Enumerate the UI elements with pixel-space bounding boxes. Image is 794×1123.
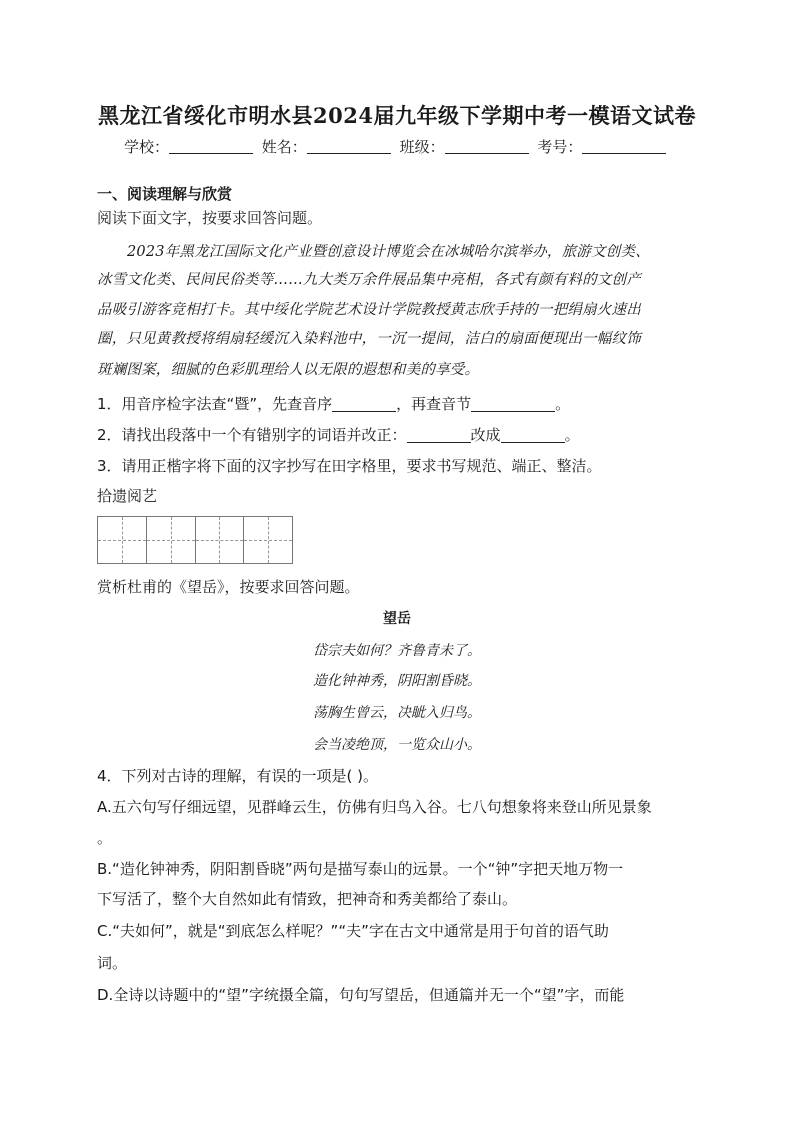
poem-line: 荡胸生曾云，决眦入归鸟。 <box>313 705 481 721</box>
poem-title: 望岳 <box>383 611 411 627</box>
grid-cell[interactable] <box>196 517 245 563</box>
option-a-line[interactable]: A.五六句写仔细远望，见群峰云生，仿佛有归鸟入谷。七八句想象将来登山所见景象 <box>97 798 652 816</box>
q1-text-a: 1．用音序检字法查“暨”，先查音序 <box>97 395 333 413</box>
question-4-stem: 4．下列对古诗的理解，有误的一项是( )。 <box>97 767 379 785</box>
q1-text-c: 。 <box>555 395 571 413</box>
option-b-line[interactable]: 下写活了，整个大自然如此有情致，把神奇和秀美都给了泰山。 <box>97 890 518 908</box>
question-3: 3．请用正楷字将下面的汉字抄写在田字格里，要求书写规范、端正、整洁。 <box>97 457 602 475</box>
question-2 <box>97 424 580 445</box>
option-b-line[interactable]: B.“造化钟神秀，阴阳割昏晓”两句是描写泰山的远景。一个“钟”字把天地万物一 <box>97 860 624 878</box>
exam-title: 黑龙江省绥化市明水县2024届九年级下学期中考一模语文试卷 <box>98 103 696 128</box>
q2-blank-2[interactable] <box>501 428 565 443</box>
name-label: 姓名： <box>261 138 307 156</box>
name-blank[interactable] <box>307 139 391 154</box>
poem-line: 会当凌绝顶，一览众山小。 <box>313 737 481 753</box>
section-heading: 一、阅读理解与欣赏 <box>97 185 233 203</box>
grid-cell[interactable] <box>244 517 292 563</box>
passage-line: 圈，只见黄教授将绢扇轻缓沉入染料池中，一沉一提间，洁白的扇面便现出一幅纹饰 <box>97 331 641 347</box>
passage-line: 品吸引游客竞相打卡。其中绥化学院艺术设计学院教授黄志欣手持的一把绢扇火速出 <box>97 302 641 318</box>
number-blank[interactable] <box>582 139 666 154</box>
class-blank[interactable] <box>445 139 529 154</box>
class-label: 班级： <box>399 138 445 156</box>
reading-instruction: 阅读下面文字，按要求回答问题。 <box>97 209 323 227</box>
student-info-row <box>124 136 670 157</box>
number-label: 考号： <box>537 138 583 156</box>
option-c-line[interactable]: C.“夫如何”，就是“到底怎么样呢？”“夫”字在古文中通常是用于句首的语气助 <box>97 922 609 940</box>
poem-line: 岱宗夫如何？齐鲁青未了。 <box>313 643 481 659</box>
option-d-line[interactable]: D.全诗以诗题中的“望”字统摄全篇，句句写望岳，但通篇并无一个“望”字，而能 <box>97 986 625 1004</box>
question-1 <box>97 393 570 414</box>
q1-blank-1[interactable] <box>332 397 396 412</box>
school-blank[interactable] <box>169 139 253 154</box>
poem-instruction: 赏析杜甫的《望岳》，按要求回答问题。 <box>97 578 360 596</box>
grid-cell[interactable] <box>98 517 147 563</box>
copy-characters: 拾遗阅艺 <box>97 487 158 505</box>
grid-cell[interactable] <box>147 517 196 563</box>
q2-text-b: 改成 <box>470 426 501 444</box>
passage-line: 冰雪文化类、民间民俗类等……九大类万余件展品集中亮相，各式有颜有料的文创产 <box>97 272 641 288</box>
q2-blank-1[interactable] <box>407 428 471 443</box>
q1-blank-2[interactable] <box>471 397 555 412</box>
passage-line: 2023年黑龙江国际文化产业暨创意设计博览会在冰城哈尔滨举办，旅游文创类、 <box>127 244 650 260</box>
option-c-line[interactable]: 词。 <box>97 954 128 972</box>
poem-line: 造化钟神秀，阴阳割昏晓。 <box>313 673 481 689</box>
q2-text-a: 2．请找出段落中一个有错别字的词语并改正： <box>97 426 407 444</box>
q2-text-c: 。 <box>564 426 580 444</box>
q1-text-b: ，再查音节 <box>396 395 472 413</box>
school-label: 学校： <box>124 138 170 156</box>
option-a-line[interactable]: 。 <box>97 829 113 847</box>
passage-line: 斑斓图案，细腻的色彩肌理给人以无限的遐想和美的享受。 <box>97 362 480 378</box>
tianzige-grid[interactable] <box>97 516 293 564</box>
